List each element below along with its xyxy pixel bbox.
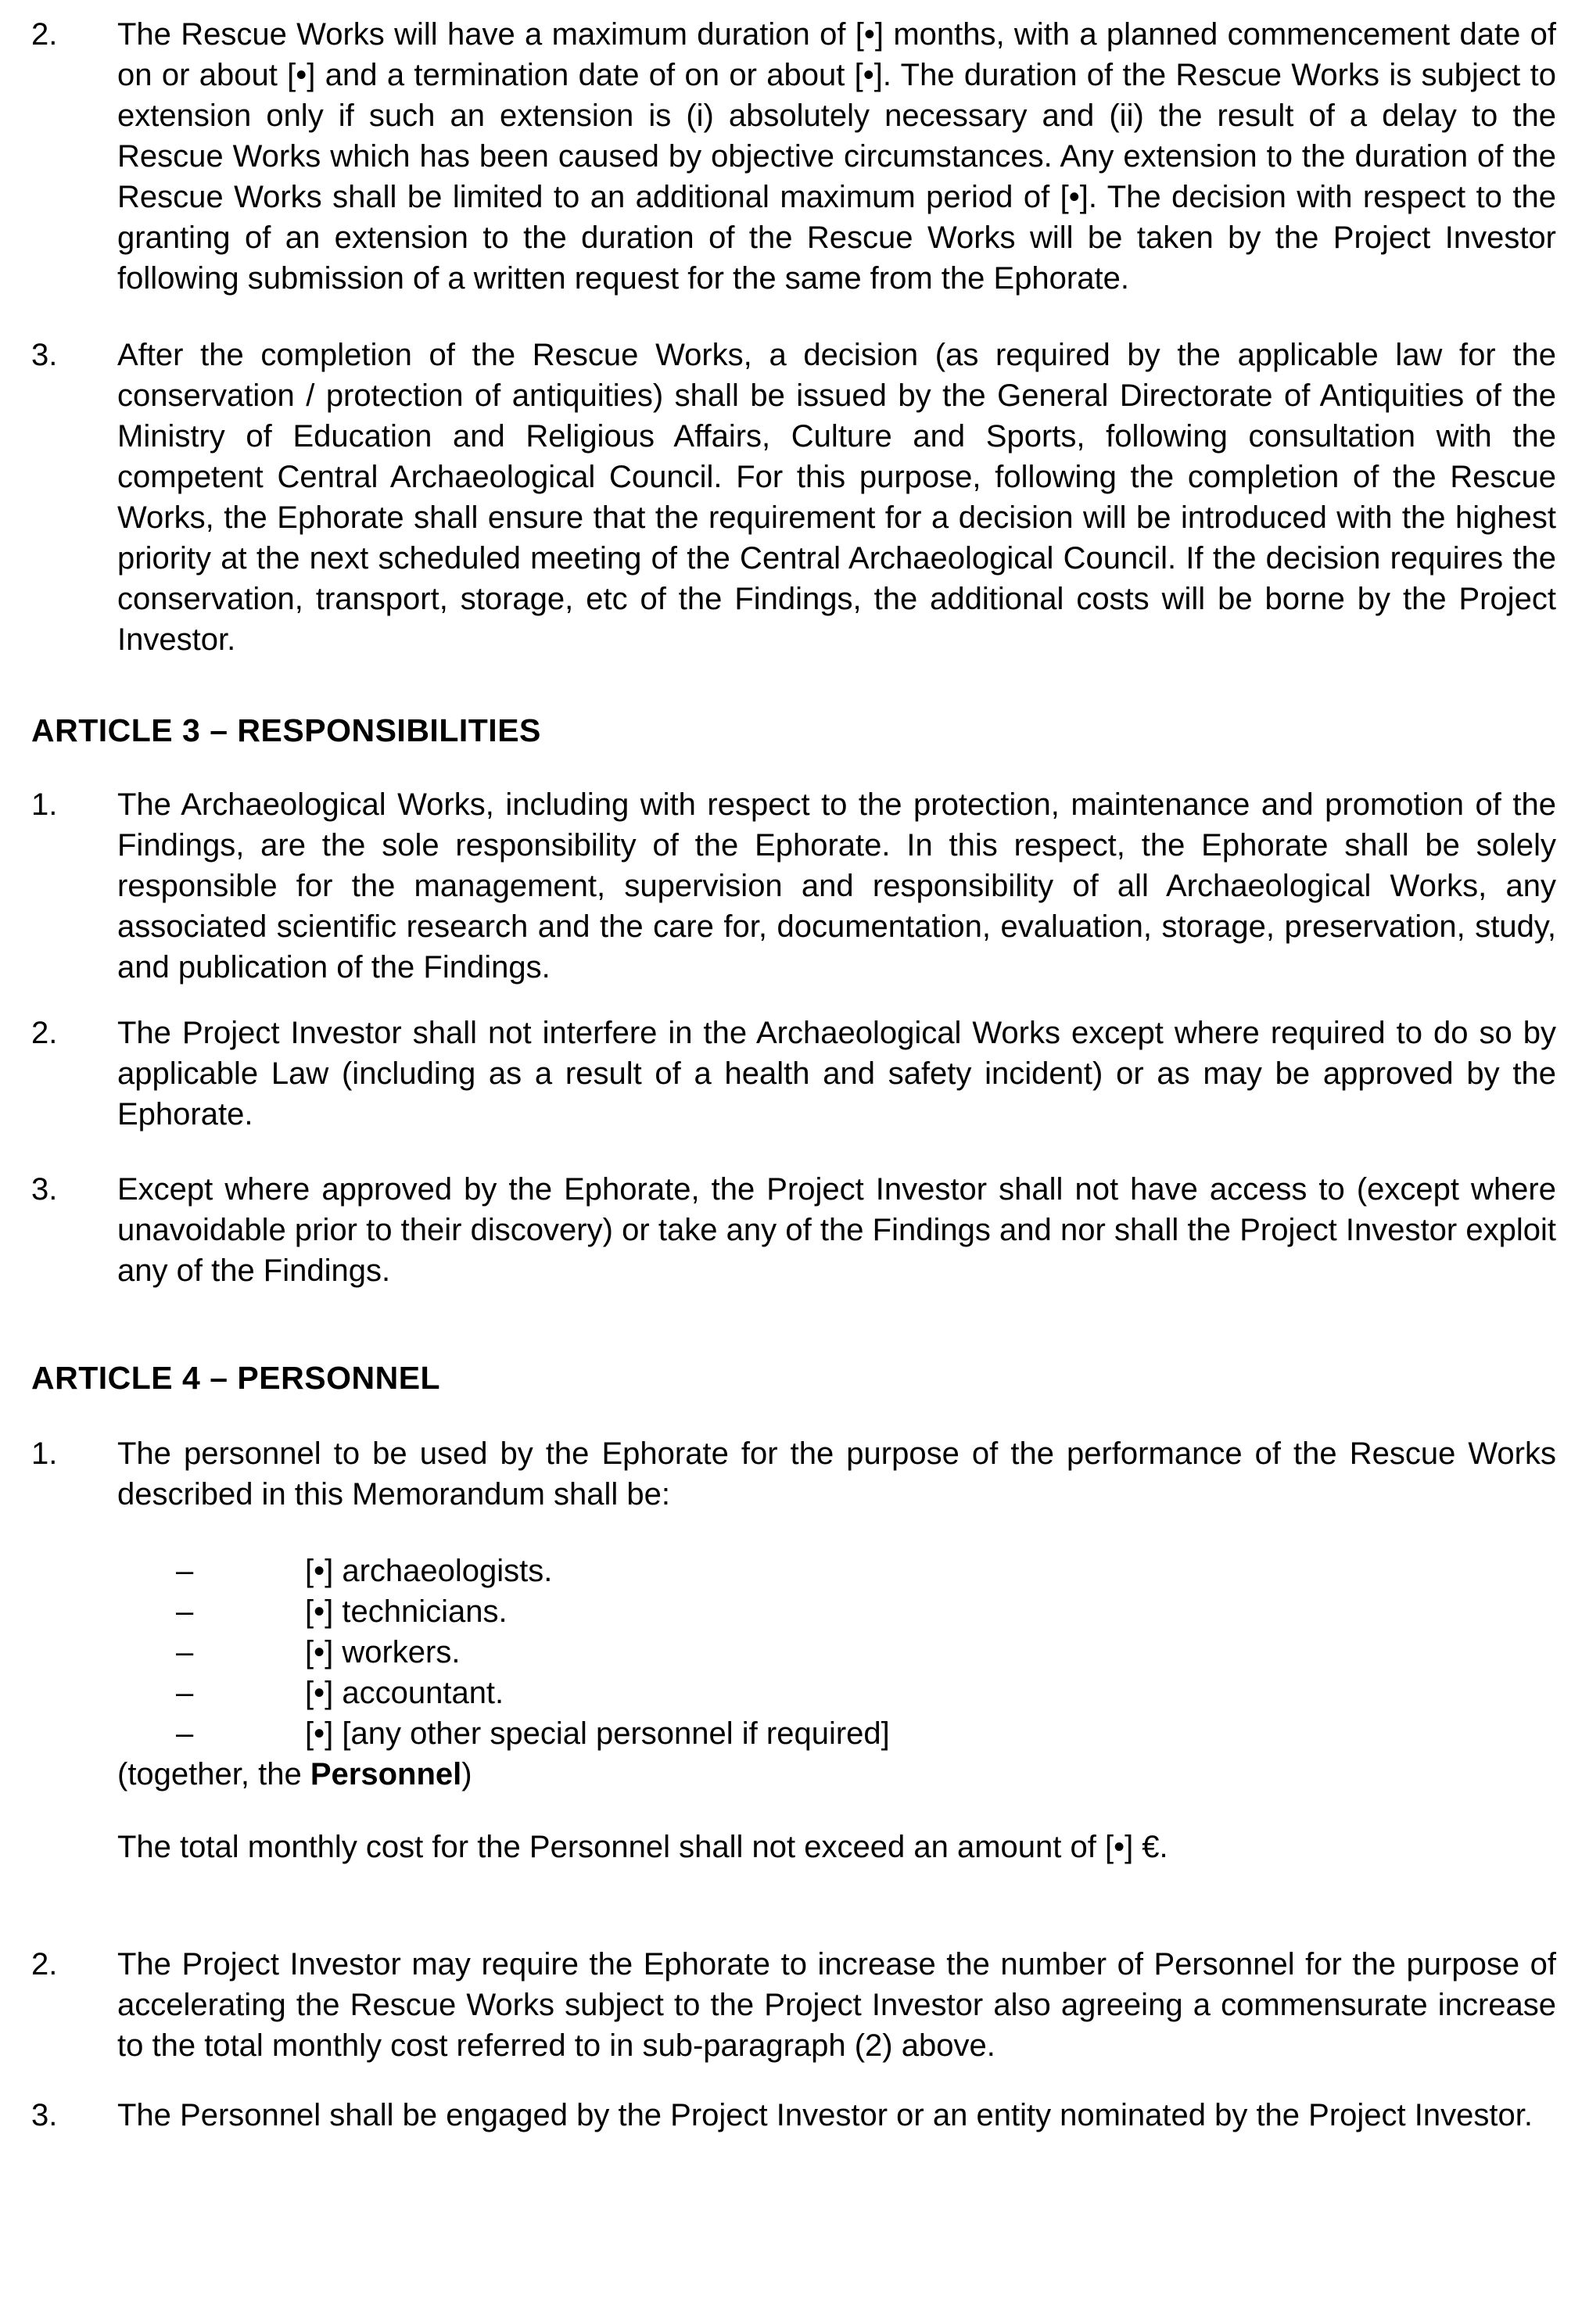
cost-line: The total monthly cost for the Personnel shall not exceed an amount of [•] €. [117, 1830, 1168, 1864]
list-item-text: [•] workers. [305, 1635, 461, 1669]
together-line [31, 1754, 1556, 1795]
list-item [31, 1713, 1556, 1754]
numbered-paragraph [31, 1433, 1556, 1515]
numbered-paragraph [31, 1013, 1556, 1135]
numbered-paragraph [31, 1169, 1556, 1291]
together-defined-term: Personnel [310, 1757, 462, 1791]
together-suffix: ) [461, 1757, 472, 1791]
paragraph-text: The Project Investor may require the Ephorate to increase the number of Personnel for the purpose of accelerating the Rescue Works subject to the Project Investor also agreeing a commensurate increase to the total monthly cost referred to in sub-paragraph (2) above. [117, 1947, 1556, 2063]
paragraph-text: The Personnel shall be engaged by the Project Investor or an entity nominated by the Project Investor. [117, 2098, 1533, 2132]
paragraph-text: Except where approved by the Ephorate, the Project Investor shall not have access to (except where unavoidable prior to their discovery) or take any of the Findings and nor shall the Project Investor exploit any of the Findings. [117, 1172, 1556, 1288]
paragraph-text: The Archaeological Works, including with respect to the protection, maintenance and promotion of the Findings, are the sole responsibility of the Ephorate. In this respect, the Ephorate shall be solely responsible for the management, supervision and responsibility of all Archaeological Works, any associated scientific research and the care for, documentation, evaluation, storage, preservation, study, and publication of the Findings. [117, 787, 1556, 984]
list-item-text: [•] archaeologists. [305, 1554, 553, 1588]
paragraph-number: 3. [31, 1172, 58, 1207]
list-item [31, 1591, 1556, 1632]
numbered-paragraph [31, 2095, 1556, 2136]
paragraph-number: 1. [31, 1436, 58, 1471]
personnel-list [31, 1551, 1556, 1754]
numbered-paragraph [31, 335, 1556, 660]
dash-marker: – [176, 1676, 194, 1710]
dash-marker: – [176, 1554, 194, 1588]
article-4-heading: ARTICLE 4 – PERSONNEL [31, 1360, 441, 1396]
numbered-paragraph [31, 784, 1556, 988]
paragraph-number: 2. [31, 1947, 58, 1981]
list-item-text: [•] [any other special personnel if required] [305, 1716, 890, 1751]
list-item [31, 1673, 1556, 1713]
paragraph-number: 2. [31, 17, 58, 52]
list-item-text: [•] accountant. [305, 1676, 504, 1710]
dash-marker: – [176, 1594, 194, 1629]
list-item [31, 1632, 1556, 1673]
numbered-paragraph [31, 1944, 1556, 2066]
paragraph-number: 1. [31, 787, 58, 822]
list-item [31, 1551, 1556, 1591]
article-3-heading: ARTICLE 3 – RESPONSIBILITIES [31, 712, 541, 748]
dash-marker: – [176, 1716, 194, 1751]
paragraph-number: 3. [31, 2098, 58, 2132]
paragraph-number: 3. [31, 338, 58, 372]
dash-marker: – [176, 1635, 194, 1669]
paragraph-text: The personnel to be used by the Ephorate for the purpose of the performance of the Rescue Works described in this Memorandum shall be: [117, 1436, 1556, 1512]
paragraph-text: The Project Investor shall not interfere in the Archaeological Works except where required to do so by applicable Law (including as a result of a health and safety incident) or as may be approved by the Ephorate. [117, 1016, 1556, 1132]
numbered-paragraph [31, 14, 1556, 299]
together-prefix: (together, the [117, 1757, 310, 1791]
list-item-text: [•] technicians. [305, 1594, 508, 1629]
paragraph-text: After the completion of the Rescue Works, a decision (as required by the applicable law for the conservation / protection of antiquities) shall be issued by the General Directorate of Antiquities of the Ministry of Education and Religious Affairs, Culture and Sports, following consultation with the competent Central Archaeological Council. For this purpose, following the completion of the Rescue Works, the Ephorate shall ensure that the requirement for a decision will be introduced with the highest priority at the next scheduled meeting of the Central Archaeological Council. If the decision requires the conservation, transport, storage, etc of the Findings, the additional costs will be borne by the Project Investor. [117, 338, 1556, 657]
paragraph-text: The Rescue Works will have a maximum duration of [•] months, with a planned commencement date of on or about [•] and a termination date of on or about [•]. The duration of the Rescue Works is subject to extension only if such an extension is (i) absolutely necessary and (ii) the result of a delay to the Rescue Works which has been caused by objective circumstances. Any extension to the duration of the Rescue Works shall be limited to an additional maximum period of [•]. The decision with respect to the granting of an extension to the duration of the Rescue Works will be taken by the Project Investor following submission of a written request for the same from the Ephorate. [117, 17, 1556, 296]
paragraph-number: 2. [31, 1016, 58, 1050]
